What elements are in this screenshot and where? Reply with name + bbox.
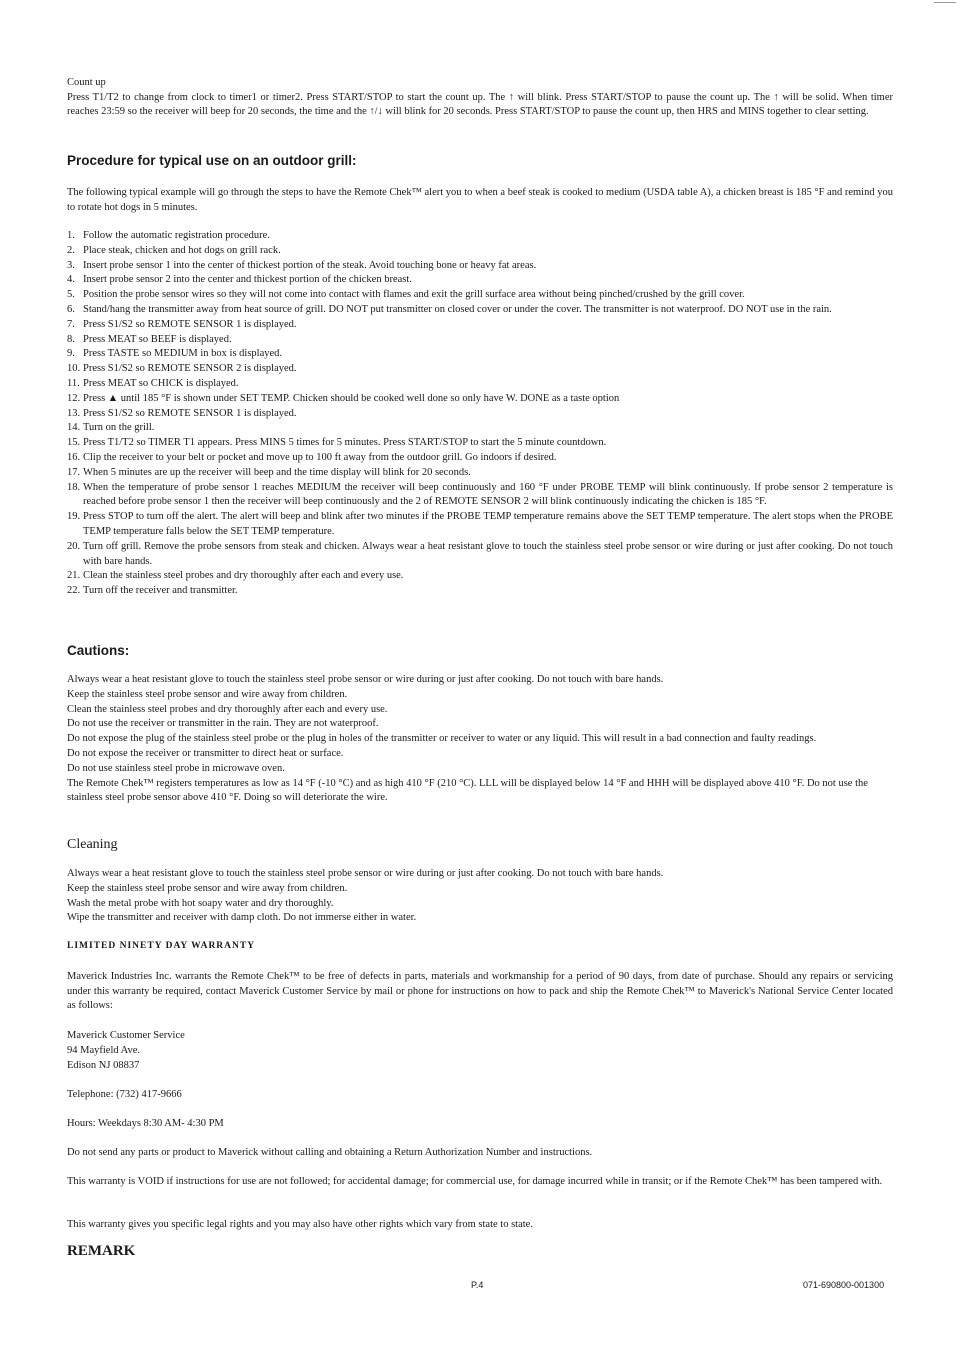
step-text: Press TASTE so MEDIUM in box is displayed. — [83, 348, 283, 360]
hours-block — [67, 1117, 893, 1132]
caution-line: Clean the stainless steel probes and dry thoroughly after each and every use. — [67, 703, 388, 715]
procedure-step — [67, 451, 893, 466]
caution-line: Do not expose the receiver or transmitter to direct heat or surface. — [67, 747, 344, 759]
step-number: 6. — [67, 303, 75, 315]
caution-line: Do not expose the plug of the stainless steel probe or the plug in holes of the transmitter or receiver to water or any liquid. This will result in a bad connection and faulty readings. — [67, 733, 817, 745]
step-number: 17. — [67, 466, 81, 478]
procedure-step — [67, 569, 893, 584]
cleaning-list — [67, 867, 893, 926]
procedure-intro: The following typical example will go through the steps to have the Remote Chek™ alert you to when a beef steak is cooked to medium (USDA table A), a chicken breast is 185 °F and remind you to rotate hot dogs in 5 minutes. — [67, 187, 893, 213]
cleaning-line: Always wear a heat resistant glove to touch the stainless steel probe sensor or wire during or just after cooking. Do not touch with bare hands. — [67, 868, 664, 879]
void-paragraph: This warranty is VOID if instructions for use are not followed; for accidental damage; for commercial use, for damage incurred while in transit; or if the Remote Chek™ has been tampered with. — [67, 1176, 883, 1187]
step-number: 22. — [67, 585, 81, 597]
step-text: When the temperature of probe sensor 1 reaches MEDIUM the receiver will beep continuously and 160 °F under PROBE TEMP will blink continuously. If probe sensor 2 temperature is reached before probe sensor 1 then the receiver will beep continuously and the 2 of REMOTE SENSOR 2 will blink continuously indicating the chicken is 185 °F. — [83, 481, 893, 508]
step-number: 10. — [67, 363, 81, 375]
step-number: 20. — [67, 540, 81, 552]
step-number: 4. — [67, 274, 75, 286]
step-text: Press T1/T2 so TIMER T1 appears. Press MINS 5 times for 5 minutes. Press START/STOP to start the 5 minute countdown. — [83, 437, 607, 449]
procedure-step — [67, 540, 893, 570]
warranty-para-block — [67, 970, 893, 1014]
step-number: 11. — [67, 377, 80, 389]
caution-line: Always wear a heat resistant glove to touch the stainless steel probe sensor or wire during or just after cooking. Do not touch with bare hands. — [67, 674, 664, 685]
procedure-intro-block — [67, 186, 893, 215]
step-text: Insert probe sensor 2 into the center and thickest portion of the chicken breast. — [83, 274, 412, 286]
scan-edge-mark — [934, 2, 956, 3]
procedure-step — [67, 273, 893, 288]
step-text: Position the probe sensor wires so they will not come into contact with flames and exit the grill surface area without being pinched/crushed by the grill cover. — [83, 289, 745, 301]
step-number: 2. — [67, 244, 75, 256]
procedure-step — [67, 421, 893, 436]
step-number: 8. — [67, 333, 75, 345]
cleaning-line: Wash the metal probe with hot soapy water and dry thoroughly. — [67, 897, 334, 909]
caution-line: Do not use stainless steel probe in microwave oven. — [67, 762, 285, 774]
procedure-step — [67, 377, 893, 392]
warranty-heading: LIMITED NINETY DAY WARRANTY — [67, 941, 256, 951]
procedure-step — [67, 510, 893, 540]
page-number: P.4 — [471, 1280, 484, 1290]
procedure-step — [67, 244, 893, 259]
step-text: Turn off grill. Remove the probe sensors from steak and chicken. Always wear a heat resistant glove to touch the stainless steel probe sensor or wire during or just after cooking. Do not touch with bare hands. — [83, 540, 893, 567]
count-up-title: Count up — [67, 77, 106, 88]
step-text: Press ▲ until 185 °F is shown under SET TEMP. Chicken should be cooked well done so only have W. DONE as a taste option — [83, 392, 620, 404]
step-text: Turn on the grill. — [83, 422, 155, 434]
procedure-steps-block — [67, 229, 893, 599]
cleaning-line: Wipe the transmitter and receiver with damp cloth. Do not immerse either in water. — [67, 912, 417, 924]
address-line: 94 Mayfield Ave. — [67, 1044, 140, 1056]
warranty-address — [67, 1029, 893, 1073]
step-number: 1. — [67, 230, 75, 241]
cautions-heading: Cautions: — [67, 643, 130, 658]
warranty-paragraph: Maverick Industries Inc. warrants the Remote Chek™ to be free of defects in parts, materials and workmanship for a period of 90 days, from date of purchase. Should any repairs or servicing under this warranty be required, contact Maverick Customer Service by mail or phone for instructions on how to pack and ship the Remote Chek™ to Maverick's National Service Center located as follows: — [67, 971, 893, 1012]
remark-block — [67, 1243, 893, 1260]
step-number: 9. — [67, 348, 75, 360]
return-note: Do not send any parts or product to Maverick without calling and obtaining a Return Authorization Number and instructions. — [67, 1147, 593, 1158]
procedure-step — [67, 259, 893, 274]
cautions-section — [67, 643, 893, 658]
address-line: Edison NJ 08837 — [67, 1059, 140, 1071]
step-number: 5. — [67, 289, 75, 301]
step-text: Clean the stainless steel probes and dry thoroughly after each and every use. — [83, 570, 404, 582]
address-line: Maverick Customer Service — [67, 1030, 185, 1041]
step-number: 14. — [67, 422, 81, 434]
caution-line: Keep the stainless steel probe sensor and wire away from children. — [67, 688, 348, 700]
return-note-block — [67, 1146, 893, 1161]
cleaning-heading: Cleaning — [67, 837, 118, 852]
step-text: When 5 minutes are up the receiver will beep and the time display will blink for 20 seconds. — [83, 466, 471, 478]
step-text: Clip the receiver to your belt or pocket and move up to 100 ft away from the outdoor grill. Go indoors if desired. — [83, 451, 557, 463]
step-text: Press MEAT so CHICK is displayed. — [83, 377, 239, 389]
count-up-text: Press T1/T2 to change from clock to timer1 or timer2. Press START/STOP to start the count up. The ↑ will blink. Press START/STOP to pause the count up. The ↑ will be solid. When timer reaches 23:59 so the receiver will beep for 20 seconds, the time and the ↑/↓ will blink for 20 seconds. Press START/STOP to pause the count up, then HRS and MINS together to clear setting. — [67, 91, 893, 118]
step-text: Press S1/S2 so REMOTE SENSOR 2 is displayed. — [83, 363, 297, 375]
procedure-step — [67, 303, 893, 318]
step-text: Press S1/S2 so REMOTE SENSOR 1 is displayed. — [83, 407, 297, 419]
procedure-step — [67, 392, 893, 407]
caution-line: Do not use the receiver or transmitter in the rain. They are not waterproof. — [67, 718, 379, 730]
procedure-step — [67, 288, 893, 303]
step-text: Follow the automatic registration procedure. — [83, 230, 270, 241]
rights-paragraph: This warranty gives you specific legal rights and you may also have other rights which vary from state to state. — [67, 1219, 533, 1230]
procedure-section — [67, 153, 893, 168]
caution-line: The Remote Chek™ registers temperatures as low as 14 °F (-10 °C) and as high 410 °F (210 °C). LLL will be displayed below 14 °F and HHH will be displayed above 410 °F. Do not use the stainless steel probe sensor above 410 °F. Doing so will deteriorate the wire. — [67, 777, 868, 804]
step-number: 21. — [67, 570, 81, 582]
step-number: 19. — [67, 511, 81, 523]
procedure-step — [67, 229, 893, 244]
procedure-step — [67, 436, 893, 451]
procedure-steps-list — [67, 229, 893, 599]
procedure-step — [67, 481, 893, 511]
step-text: Press MEAT so BEEF is displayed. — [83, 333, 232, 345]
procedure-step — [67, 362, 893, 377]
document-code: 071-690800-001300 — [803, 1280, 885, 1290]
step-text: Place steak, chicken and hot dogs on grill rack. — [83, 244, 281, 256]
procedure-step — [67, 318, 893, 333]
step-text: Insert probe sensor 1 into the center of thickest portion of the steak. Avoid touching bone or heavy fat areas. — [83, 259, 537, 271]
step-number: 12. — [67, 392, 81, 404]
count-up-section — [67, 76, 893, 120]
procedure-step — [67, 407, 893, 422]
step-number: 16. — [67, 451, 81, 463]
warranty-section — [67, 941, 893, 951]
step-number: 18. — [67, 481, 81, 493]
step-text: Stand/hang the transmitter away from heat source of grill. DO NOT put transmitter on closed cover or under the cover. The transmitter is not waterproof. DO NOT use in the rain. — [83, 303, 832, 315]
procedure-step — [67, 466, 893, 481]
step-text: Press S1/S2 so REMOTE SENSOR 1 is displayed. — [83, 318, 297, 330]
procedure-heading: Procedure for typical use on an outdoor grill: — [67, 153, 357, 168]
cautions-list — [67, 673, 893, 806]
step-number: 7. — [67, 318, 75, 330]
telephone-block — [67, 1088, 893, 1103]
hours: Hours: Weekdays 8:30 AM- 4:30 PM — [67, 1118, 224, 1129]
remark-heading: REMARK — [67, 1243, 136, 1259]
step-text: Press STOP to turn off the alert. The alert will beep and blink after two minutes if the PROBE TEMP temperature remains above the SET TEMP temperature. The alert stops when the PROBE TEMP temperature falls below the SET TEMP temperature. — [83, 511, 893, 537]
procedure-step — [67, 347, 893, 362]
step-number: 13. — [67, 407, 81, 419]
step-number: 15. — [67, 437, 81, 449]
procedure-step — [67, 333, 893, 348]
cleaning-section — [67, 837, 893, 853]
telephone: Telephone: (732) 417-9666 — [67, 1089, 182, 1100]
void-block — [67, 1175, 893, 1190]
step-text: Turn off the receiver and transmitter. — [83, 585, 238, 597]
cleaning-line: Keep the stainless steel probe sensor and wire away from children. — [67, 882, 348, 894]
step-number: 3. — [67, 259, 75, 271]
procedure-step — [67, 584, 893, 599]
rights-block — [67, 1218, 893, 1233]
